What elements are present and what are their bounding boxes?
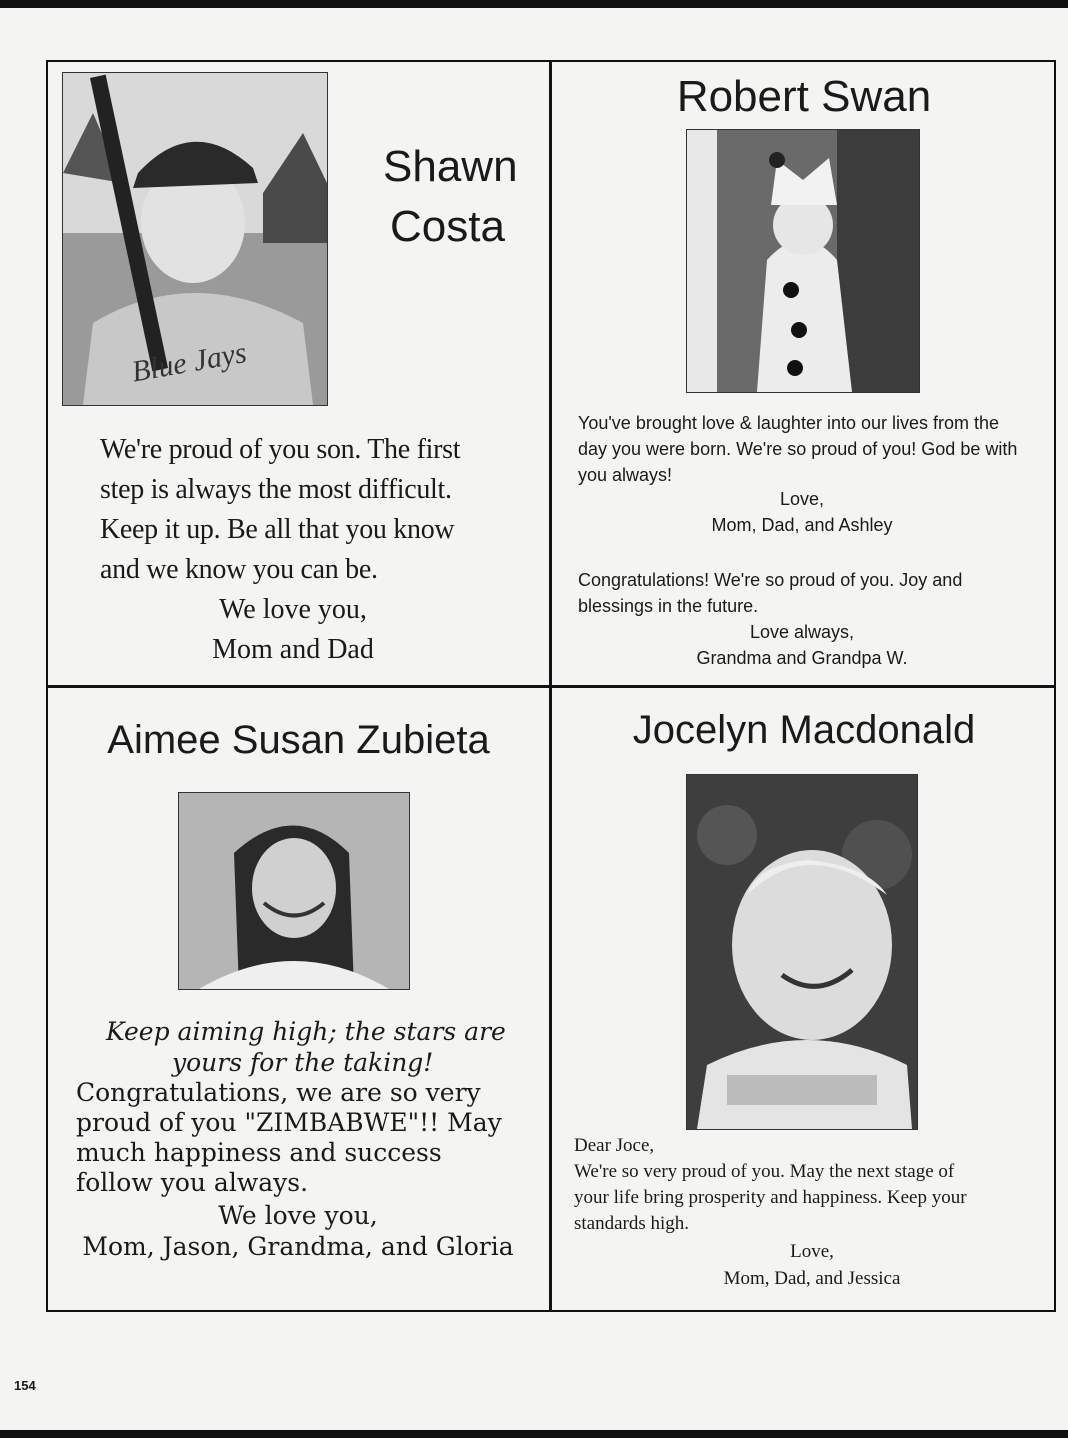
message-line: you always!	[578, 465, 673, 485]
closing-robert-grandparents	[632, 619, 972, 671]
ad-jocelyn-macdonald	[552, 688, 1056, 1312]
ad-robert-swan	[552, 62, 1056, 685]
ad-aimee-zubieta	[48, 688, 549, 1312]
message-line: your life bring prosperity and happiness. Keep your	[574, 1187, 967, 1208]
name-jocelyn-macdonald: Jocelyn Macdonald	[632, 708, 976, 752]
name-costa: Costa	[390, 202, 505, 251]
bottom-scan-border	[0, 1430, 1068, 1438]
page-number: 154	[14, 1378, 36, 1393]
message-line: standards high.	[574, 1213, 690, 1234]
closing-robert-parents	[632, 486, 972, 538]
ad-shawn-costa	[48, 62, 549, 685]
closing-line: We love you,	[219, 594, 367, 625]
message-line: much happiness and success	[76, 1138, 442, 1167]
closing-line: Love always,	[749, 622, 855, 642]
shirt-logo-text: Blue Jays	[129, 335, 249, 389]
message-line: follow you always.	[76, 1168, 309, 1197]
name-aimee-zubieta: Aimee Susan Zubieta	[107, 718, 490, 762]
message-line: Congratulations, we are so very	[76, 1078, 481, 1107]
closing-line: Love,	[779, 489, 825, 509]
signature-line: Mom, Jason, Grandma, and Gloria	[82, 1232, 514, 1261]
message-line: day you were born. We're so proud of you! God be with	[578, 439, 1018, 459]
message-line: We're proud of you son. The first	[100, 434, 461, 465]
message-line: proud of you "ZIMBABWE"!! May	[76, 1108, 502, 1137]
message-aimee	[76, 1078, 536, 1198]
closing-line: We love you,	[218, 1201, 378, 1230]
signature-line: Mom, Dad, and Ashley	[711, 515, 893, 535]
italic-message-aimee	[106, 1016, 526, 1078]
top-scan-border	[0, 0, 1068, 8]
signature-line: Mom and Dad	[212, 634, 374, 665]
name-shawn: Shawn	[383, 142, 518, 191]
italic-line: Keep aiming high; the stars are	[106, 1017, 506, 1046]
photo-robert	[686, 129, 920, 393]
message-line: You've brought love & laughter into our lives from the	[578, 413, 1000, 433]
signature-line: Grandma and Grandpa W.	[696, 648, 908, 668]
message-line: blessings in the future.	[578, 596, 759, 616]
photo-aimee	[178, 792, 410, 990]
ad-grid	[46, 60, 1056, 1312]
italic-line: yours for the taking!	[172, 1048, 434, 1077]
greeting-line: Dear Joce,	[574, 1135, 655, 1156]
closing-shawn	[128, 590, 458, 670]
message-line: We're so very proud of you. May the next stage of	[574, 1161, 955, 1182]
message-jocelyn	[574, 1133, 1050, 1237]
message-line: Congratulations! We're so proud of you. Joy and	[578, 570, 963, 590]
photo-jocelyn	[686, 774, 918, 1130]
name-robert-swan: Robert Swan	[676, 72, 932, 121]
message-line: step is always the most difficult.	[100, 474, 452, 505]
closing-jocelyn	[652, 1238, 972, 1292]
message-robert-grandparents	[578, 567, 1048, 619]
signature-line: Mom, Dad, and Jessica	[723, 1268, 901, 1289]
message-robert	[578, 410, 1048, 488]
message-shawn	[100, 430, 540, 590]
closing-aimee	[68, 1200, 528, 1262]
closing-line: Love,	[790, 1241, 834, 1262]
message-line: and we know you can be.	[100, 554, 378, 585]
photo-shawn	[62, 72, 328, 406]
message-line: Keep it up. Be all that you know	[100, 514, 455, 545]
